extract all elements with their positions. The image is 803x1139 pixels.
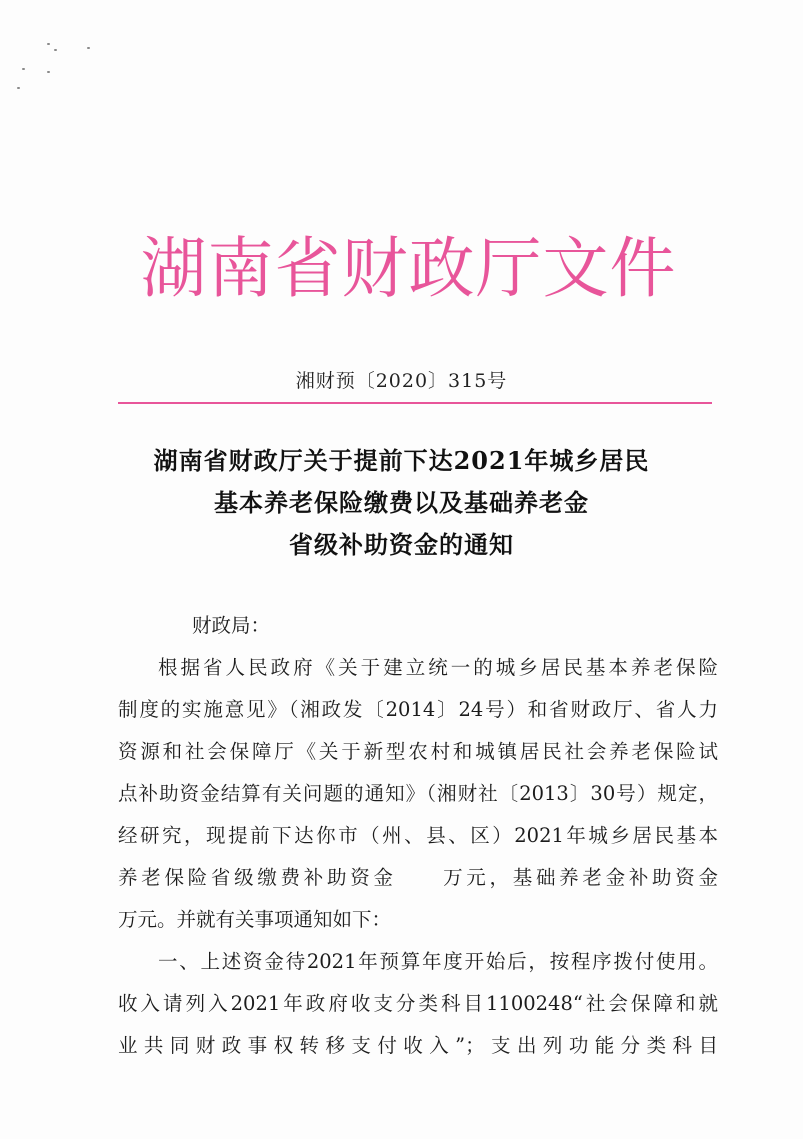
scan-speck bbox=[47, 43, 50, 45]
notice-title-line: 基本养老保险缴费以及基础养老金 bbox=[214, 488, 589, 517]
document-header-title: 湖南省财政厅文件 bbox=[140, 230, 677, 307]
body-text bbox=[118, 605, 718, 1067]
scan-speck bbox=[54, 49, 57, 51]
header-divider bbox=[118, 402, 712, 404]
notice-title-line: 省级补助资金的通知 bbox=[289, 530, 514, 559]
body-line: 制度的实施意见》（湘政发〔2014〕24号）和省财政厅、省人力 bbox=[118, 698, 718, 721]
scan-speck bbox=[22, 68, 25, 70]
document-number: 湘财预〔2020〕315号 bbox=[295, 370, 508, 392]
scan-speck bbox=[17, 87, 20, 89]
salutation: 财政局： bbox=[192, 614, 271, 637]
body-line: 养老保险省级缴费补助资金 万元，基础养老金补助资金 bbox=[118, 866, 718, 889]
body-line: 点补助资金结算有关问题的通知》（湘财社〔2013〕30号）规定， bbox=[118, 782, 718, 805]
notice-title-line: 湖南省财政厅关于提前下达2021年城乡居民 bbox=[153, 446, 650, 475]
body-line: 根据省人民政府《关于建立统一的城乡居民基本养老保险 bbox=[158, 656, 718, 679]
scan-speck bbox=[87, 47, 90, 49]
body-line: 资源和社会保障厅《关于新型农村和城镇居民社会养老保险试 bbox=[118, 740, 718, 763]
notice-title bbox=[60, 440, 743, 566]
body-line: 业共同财政事权转移支付收入”；支出列功能分类科目 bbox=[118, 1034, 718, 1057]
body-line: 万元。并就有关事项通知如下： bbox=[118, 908, 392, 931]
scan-speck bbox=[47, 71, 50, 73]
body-line: 一、上述资金待2021年预算年度开始后，按程序拨付使用。 bbox=[158, 950, 718, 973]
body-line: 收入请列入2021年政府收支分类科目1100248“社会保障和就 bbox=[118, 992, 718, 1015]
body-line: 经研究，现提前下达你市（州、县、区）2021年城乡居民基本 bbox=[118, 824, 718, 847]
